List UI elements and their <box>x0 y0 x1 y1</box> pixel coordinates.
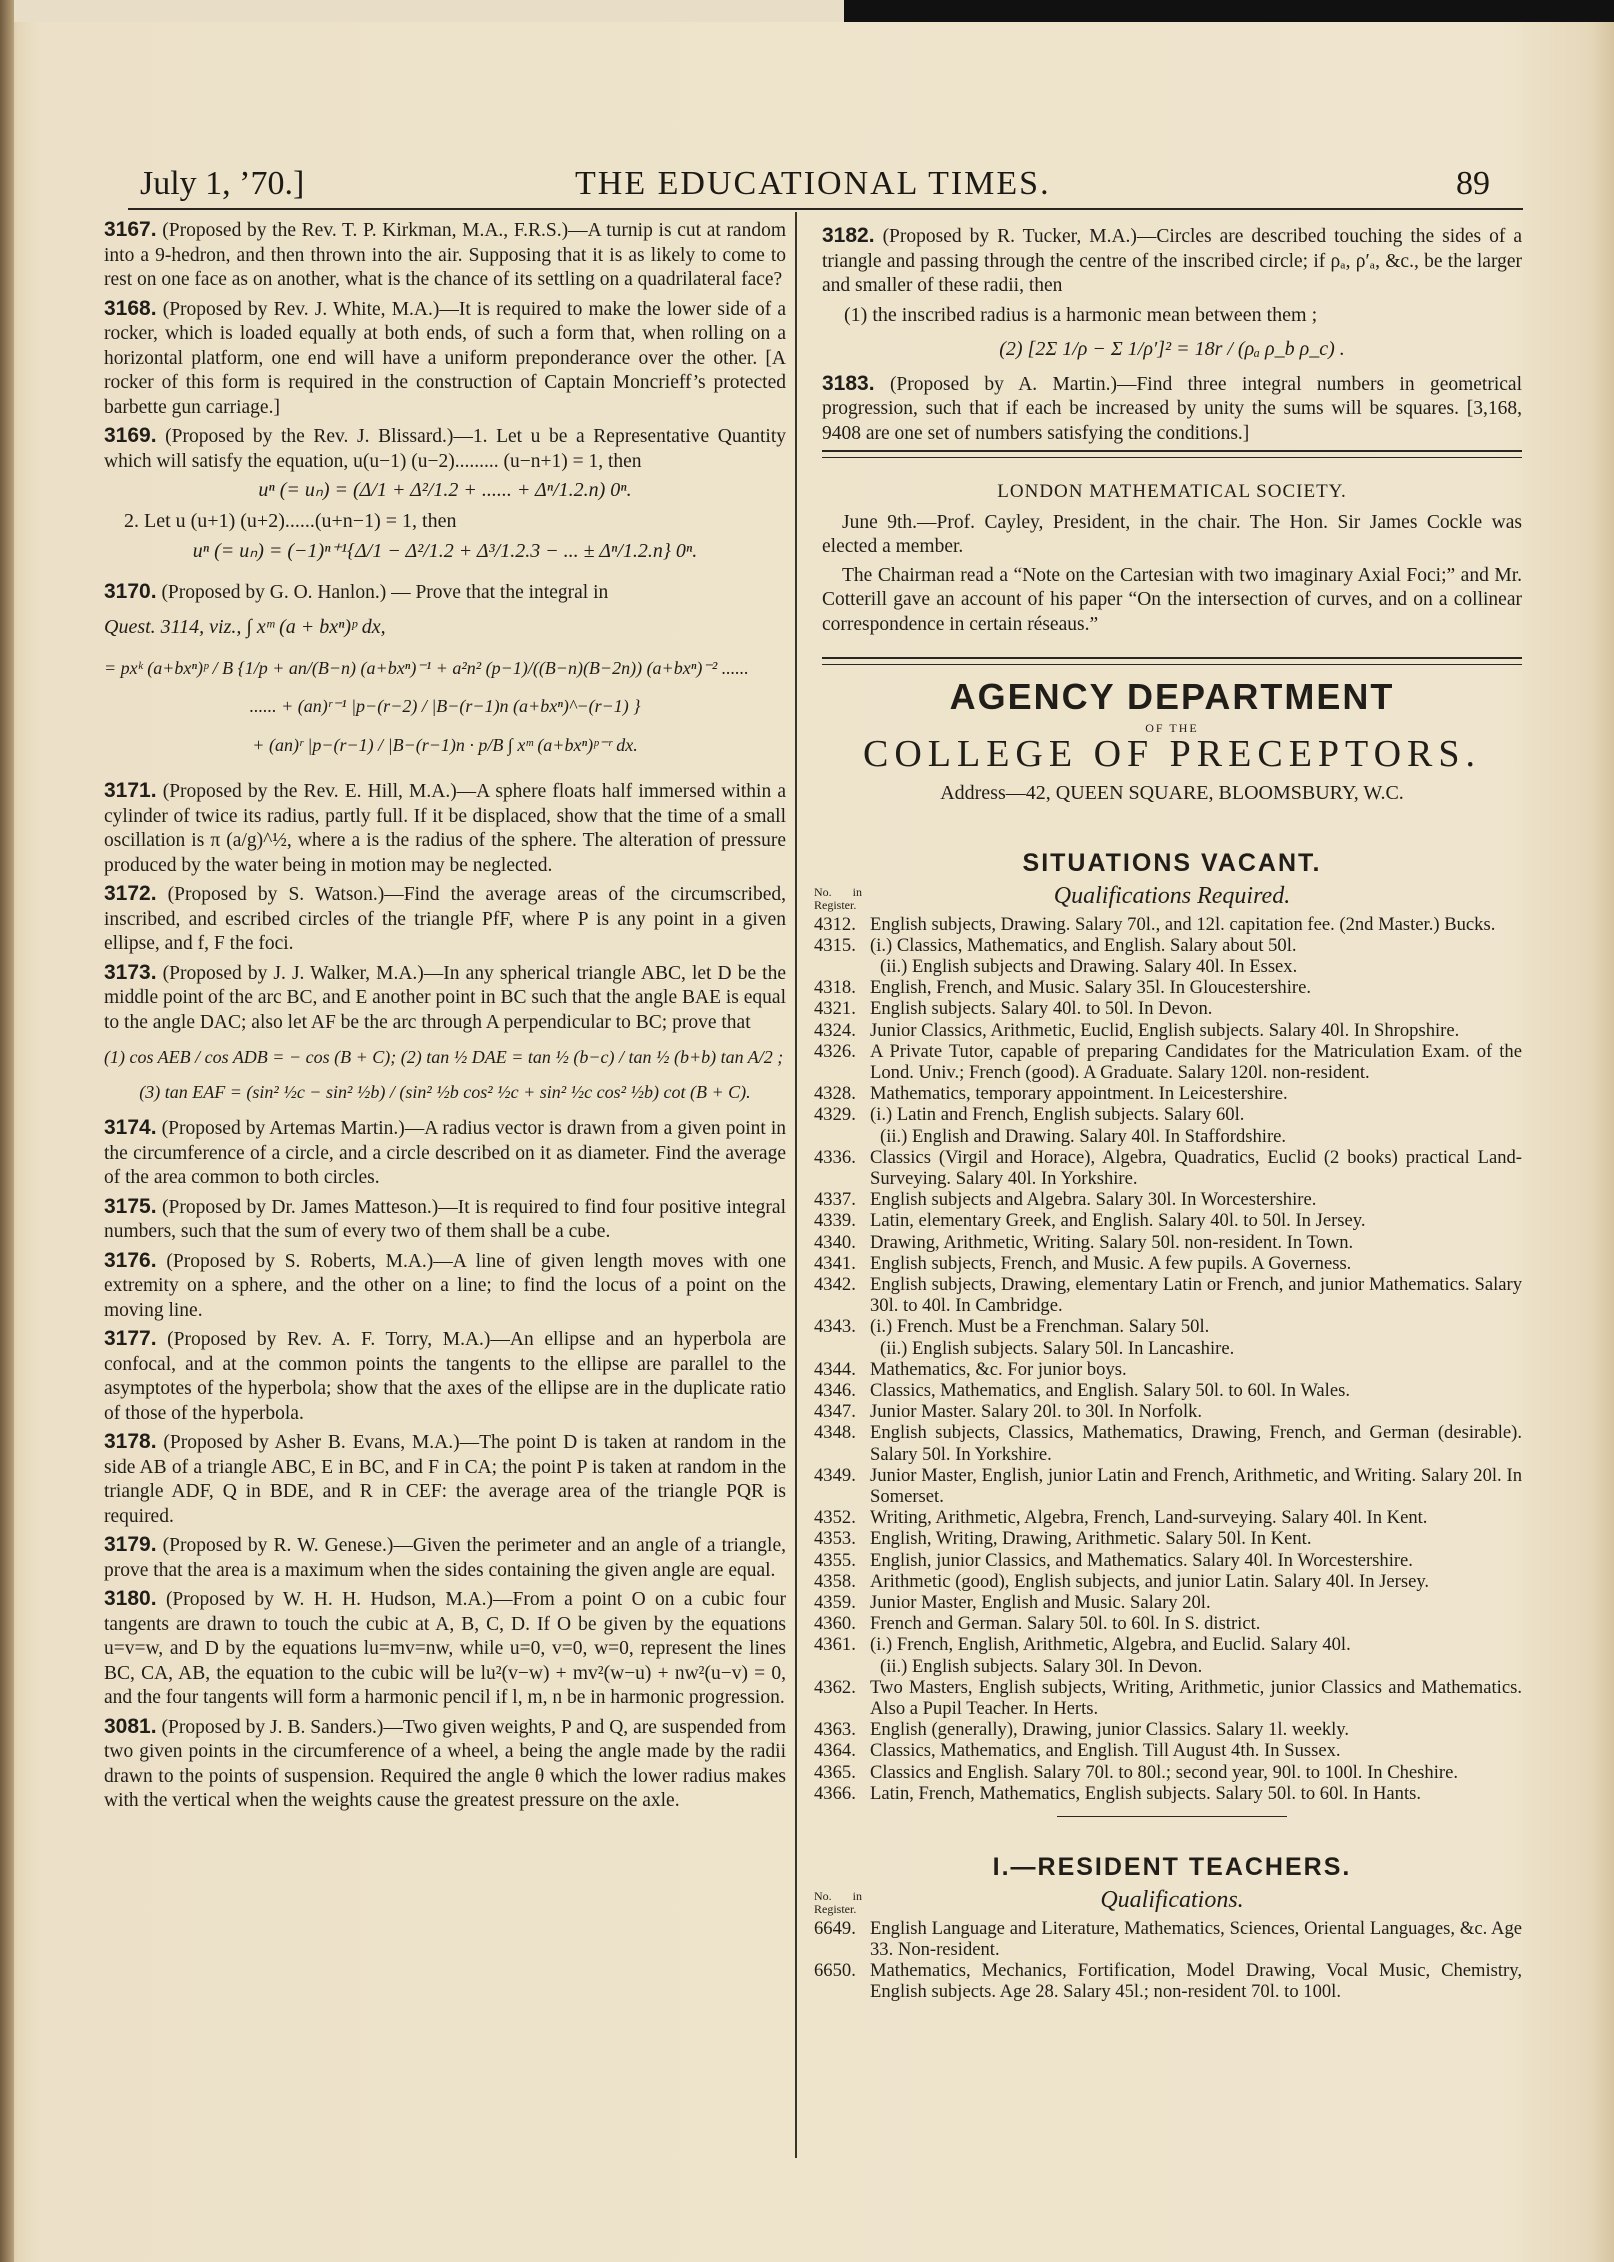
register-text: English subjects, Classics, Mathematics, Drawing, French, and German (desirable). Salary 50l. In Yorkshire. <box>870 1422 1522 1465</box>
register-entry <box>814 1358 1522 1380</box>
scan-dark-strip <box>844 0 1614 22</box>
register-text: Mathematics, Mechanics, Fortification, Model Drawing, Vocal Music, Chemistry, English subjects. Age 28. Salary 45l.; non-resident 70l. to 100l. <box>870 1959 1522 2003</box>
register-text: (ii.) English subjects. Salary 30l. In Devon. <box>880 1655 1203 1677</box>
question-3177: 3177. (Proposed by Rev. A. F. Torry, M.A.)—An ellipse and an hyperbola are confocal, and at the common points the tangents to the ellipse are parallel to the asymptotes of the hyperbola; show that the axes of the ellipse are in the duplicate ratio of those of the hyperbola. <box>104 1327 786 1424</box>
register-entry <box>822 1126 1522 1147</box>
register-number: 4363. <box>814 1719 856 1741</box>
register-number: 4365. <box>814 1761 856 1783</box>
header-rule <box>128 208 1523 210</box>
question-3180: 3180. (Proposed by W. H. H. Hudson, M.A.)—From a point O on a cubic four tangents are drawn to touch the cubic at A, B, C, D. If O be given by the equations u=v=w, and D by the equations lu=mv=nw, while u=0, v=0, w=0, represent the lines BC, CA, AB, the equation to the cubic will be lu²(v−w) + mv²(w−u) + nw²(u−v) = 0, and the four tangents will form a harmonic pencil if l, m, n be in harmonic progression. <box>104 1587 786 1708</box>
register-number: 4329. <box>814 1104 856 1126</box>
register-text: English subjects and Algebra. Salary 30l. In Worcestershire. <box>870 1189 1317 1211</box>
agency-title: AGENCY DEPARTMENT <box>949 676 1395 717</box>
register-number: 4359. <box>814 1592 856 1613</box>
register-number: 4355. <box>814 1549 856 1571</box>
register-number: 4337. <box>814 1189 856 1211</box>
register-text: (ii.) English and Drawing. Salary 40l. In Staffordshire. <box>880 1125 1287 1147</box>
register-number: 4343. <box>814 1316 856 1338</box>
register-entry <box>814 1570 1522 1592</box>
short-rule <box>1057 1816 1287 1817</box>
register-entry <box>814 1634 1522 1656</box>
question-3182: 3182. (Proposed by R. Tucker, M.A.)—Circles are described touching the sides of a triangle and passing through the centre of the inscribed circle; if ρₐ, ρ′ₐ, &c., be the larger and smaller of these radii, then <box>822 224 1523 296</box>
register-text: Arithmetic (good), English subjects, and junior Latin. Salary 40l. In Jersey. <box>870 1570 1430 1592</box>
register-entry <box>814 1040 1522 1083</box>
register-text: Latin, elementary Greek, and English. Salary 40l. to 50l. In Jersey. <box>870 1210 1366 1232</box>
register-text: English, junior Classics, and Mathematics. Salary 40l. In Worcestershire. <box>870 1549 1413 1571</box>
register-entry <box>822 956 1522 977</box>
register-entry <box>822 1338 1522 1359</box>
register-entry <box>814 1528 1522 1550</box>
register-text: English Language and Literature, Mathematics, Sciences, Oriental Languages, &c. Age 33. Non-resident. <box>870 1917 1522 1960</box>
register-entry <box>814 1146 1522 1189</box>
section-rule <box>822 450 1522 458</box>
register-text: (i.) French. Must be a Frenchman. Salary 50l. <box>870 1316 1210 1338</box>
register-entry <box>814 1252 1522 1274</box>
equation-3170-3: + (an)ʳ |p−(r−1) / |B−(r−1)n · p/B ∫ xᵐ (a+bxⁿ)ᵖ⁻ʳ dx. <box>252 734 638 755</box>
register-number: 4328. <box>814 1083 856 1105</box>
question-3081: 3081. (Proposed by J. B. Sanders.)—Two given weights, P and Q, are suspended from two given points in the circumference of a wheel, a being the angle made by the radii drawn to the points of suspension. Required the angle θ which the lower radius makes with the vertical when the weights cause the greatest pressure on the axle. <box>104 1714 787 1811</box>
question-3179: 3179. (Proposed by R. W. Genese.)—Given the perimeter and an angle of a triangle, prove that the area is a maximum when the sides containing the given angle are equal. <box>104 1533 787 1581</box>
page-number: 89 <box>1456 165 1490 202</box>
register-entry <box>814 1104 1522 1126</box>
register-text: Junior Master, English and Music. Salary 20l. <box>870 1592 1211 1613</box>
question-3176: 3176. (Proposed by S. Roberts, M.A.)—A line of given length moves with one extremity on a sphere, and the other on a line; to find the locus of a point on the moving line. <box>104 1248 787 1321</box>
register-number: 4366. <box>814 1782 856 1804</box>
text-3182-line1: (1) the inscribed radius is a harmonic mean between them ; <box>844 303 1318 326</box>
register-entry <box>814 1019 1522 1041</box>
register-entry <box>814 1189 1522 1211</box>
qualifications-required-label: Qualifications Required. <box>1053 882 1291 909</box>
register-entry <box>814 1740 1522 1762</box>
equation-3170-2: ...... + (an)ʳ⁻¹ |p−(r−2) / |B−(r−1)n (a+bxⁿ)^−(r−1) } <box>249 696 641 716</box>
register-number: 4347. <box>814 1401 856 1423</box>
register-number: 4312. <box>814 913 856 935</box>
page-header <box>140 165 1490 205</box>
register-entry <box>814 1464 1522 1507</box>
register-text: English (generally), Drawing, junior Classics. Salary 1l. weekly. <box>870 1719 1350 1741</box>
register-text: English, Writing, Drawing, Arithmetic. Salary 50l. In Kent. <box>870 1528 1312 1550</box>
question-3170: 3170. (Proposed by G. O. Hanlon.) — Prove that the integral in <box>104 579 609 603</box>
register-entry <box>814 1210 1522 1232</box>
register-number: 4362. <box>814 1676 856 1698</box>
register-text: Classics and English. Salary 70l. to 80l.; second year, 90l. to 100l. In Cheshire. <box>870 1761 1458 1783</box>
register-entry <box>814 1231 1522 1253</box>
register-entry <box>814 1273 1522 1317</box>
register-number: 4349. <box>814 1464 856 1486</box>
register-text: A Private Tutor, capable of preparing Candidates for the Matriculation Exam. of the Lond. Univ.; French (good). A Graduate. Salary 120l. non-resident. <box>870 1040 1522 1083</box>
register-entry <box>814 1782 1522 1804</box>
book-spine <box>0 0 14 2262</box>
register-number: 4353. <box>814 1528 856 1550</box>
register-entry <box>814 1507 1522 1529</box>
resident-subheader <box>814 1886 1522 1918</box>
register-text: Mathematics, &c. For junior boys. <box>870 1358 1127 1380</box>
register-number: 4318. <box>814 977 856 999</box>
register-text: Two Masters, English subjects, Writing, Arithmetic, junior Classics and Mathematics. Also a Pupil Teacher. In Herts. <box>870 1676 1522 1720</box>
register-number: 4339. <box>814 1210 856 1232</box>
section-rule-2 <box>822 657 1522 665</box>
register-number: 4336. <box>814 1146 856 1168</box>
register-text: Classics, Mathematics, and English. Till August 4th. In Sussex. <box>870 1740 1341 1762</box>
register-text: Drawing, Arithmetic, Writing. Salary 50l. non-resident. In Town. <box>870 1231 1354 1253</box>
register-entry <box>814 998 1522 1020</box>
register-number: 4361. <box>814 1634 856 1656</box>
situations-list <box>814 913 1522 1805</box>
register-text: Mathematics, temporary appointment. In Leicestershire. <box>870 1083 1288 1105</box>
equation-3169-2: uⁿ (= uₙ) = (−1)ⁿ⁺¹{Δ/1 − Δ²/1.2 + Δ³/1.2.3 − ... ± Δⁿ/1.2.n} 0ⁿ. <box>192 540 698 562</box>
register-text: English subjects, Drawing, elementary Latin or French, and junior Mathematics. Salary 30l. to 40l. In Cambridge. <box>870 1273 1522 1317</box>
register-text: Classics (Virgil and Horace), Algebra, Quadratics, Euclid (2 books) practical Land-Surveying. Salary 40l. In Yorkshire. <box>870 1146 1522 1189</box>
issue-date: July 1, ’70.] <box>140 165 305 202</box>
equation-3169-1: uⁿ (= uₙ) = (Δ/1 + Δ²/1.2 + ...... + Δⁿ/1.2.n) 0ⁿ. <box>258 479 632 501</box>
register-number: 4340. <box>814 1231 856 1253</box>
question-3175: 3175. (Proposed by Dr. James Matteson.)—It is required to find four positive integral numbers, such that the sum of every two of them shall be a cube. <box>104 1194 786 1242</box>
society-heading: LONDON MATHEMATICAL SOCIETY. <box>997 481 1347 502</box>
register-entry <box>814 1401 1522 1423</box>
right-column <box>814 224 1523 2003</box>
college-title: COLLEGE OF PRECEPTORS. <box>863 733 1481 775</box>
register-entry <box>814 1613 1522 1635</box>
register-number: 4321. <box>814 998 856 1020</box>
register-text: Writing, Arithmetic, Algebra, French, Land-surveying. Salary 40l. In Kent. <box>870 1507 1428 1529</box>
register-entry <box>814 1379 1522 1401</box>
left-column <box>104 218 786 1818</box>
register-entry <box>814 1959 1522 2003</box>
register-text: (ii.) English subjects. Salary 50l. In Lancashire. <box>880 1337 1235 1359</box>
register-number: 4324. <box>814 1019 856 1041</box>
register-text: Junior Master, English, junior Latin and French, Arithmetic, and Writing. Salary 20l. In Somerset. <box>870 1464 1522 1507</box>
register-number: 4315. <box>814 934 856 956</box>
situations-heading: SITUATIONS VACANT. <box>1022 849 1322 877</box>
register-text: (ii.) English subjects and Drawing. Salary 40l. In Essex. <box>880 955 1298 977</box>
register-number: 4344. <box>814 1358 856 1380</box>
society-para-2: The Chairman read a “Note on the Cartesian with two imaginary Axial Foci;” and Mr. Cotterill gave an account of his paper “On the intersection of curves, and on a collinear correspondence in certain réseaus.” <box>822 564 1522 635</box>
question-3167: 3167. (Proposed by the Rev. T. P. Kirkman, M.A., F.R.S.)—A turnip is cut at random into a 9-hedron, and then thrown into the air. Supposing that it is as likely to come to rest on one face as on another, what is the chance of its settling on a quadrilateral face? <box>104 218 787 290</box>
register-text: Latin, French, Mathematics, English subjects. Salary 50l. to 60l. In Hants. <box>870 1782 1422 1804</box>
register-entry <box>814 913 1522 935</box>
question-3172: 3172. (Proposed by S. Watson.)—Find the average areas of the circumscribed, inscribed, and escribed circles of the triangle PfF, where P is any point in a given ellipse, and f, F the foci. <box>104 882 786 954</box>
register-entry <box>814 1422 1522 1465</box>
question-3173: 3173. (Proposed by J. J. Walker, M.A.)—In any spherical triangle ABC, let D be the middle point of the arc BC, and E another point in BC such that the angle BAE is equal to the angle DAC; also let AF be the arc through A perpendicular to BC; prove that <box>104 960 787 1033</box>
society-para-1: June 9th.—Prof. Cayley, President, in the chair. The Hon. Sir James Cockle was elected a member. <box>822 511 1522 557</box>
question-3171: 3171. (Proposed by the Rev. E. Hill, M.A.)—A sphere floats half immersed within a cylinder of twice its radius, partly full. If it be displaced, show that the time of a small oscillation is π (a/g)^½, where a is the radius of the sphere. The alteration of pressure produced by the water being in motion may be neglected. <box>104 779 786 876</box>
register-number: 4358. <box>814 1570 856 1592</box>
register-text: English, French, and Music. Salary 35l. In Gloucestershire. <box>870 977 1311 999</box>
register-entry <box>814 977 1522 999</box>
register-number: 4342. <box>814 1273 856 1295</box>
register-entry <box>814 1083 1522 1105</box>
text-3169-part2: 2. Let u (u+1) (u+2)......(u+n−1) = 1, then <box>124 509 457 532</box>
resident-list <box>814 1917 1522 2003</box>
register-text: English subjects, French, and Music. A few pupils. A Governess. <box>870 1252 1352 1274</box>
register-entry <box>814 934 1522 956</box>
question-3168: 3168. (Proposed by Rev. J. White, M.A.)—It is required to make the lower side of a rocker, which is loaded equally at both ends, of such a form that, when rolling on a horizontal platform, one end will have a uniform preponderance over the other. [A rocker of this form is required in the construction of Captain Moncrieff’s protected barbette gun carriage.] <box>104 296 787 418</box>
register-text: French and German. Salary 50l. to 60l. In S. district. <box>870 1613 1261 1635</box>
no-in-register-label-2: No. in Register. <box>814 1888 862 1916</box>
publication-title: THE EDUCATIONAL TIMES. <box>575 165 1051 202</box>
qualifications-label: Qualifications. <box>1100 1886 1244 1913</box>
equation-3173-2: (3) tan EAF = (sin² ½c − sin² ½b) / (sin² ½b cos² ½c + sin² ½c cos² ½b) cot (B + C). <box>139 1081 751 1102</box>
register-entry <box>814 1549 1522 1571</box>
register-number: 6649. <box>814 1917 856 1939</box>
register-number: 4346. <box>814 1379 856 1401</box>
register-number: 6650. <box>814 1959 856 1981</box>
register-text: (i.) Classics, Mathematics, and English. Salary about 50l. <box>870 934 1297 956</box>
no-in-register-label: No. in Register. <box>814 884 862 912</box>
register-entry <box>814 1592 1522 1613</box>
register-number: 4352. <box>814 1507 856 1529</box>
equation-3170-1: = pxᵏ (a+bxⁿ)ᵖ / B {1/p + an/(B−n) (a+bxⁿ)⁻¹ + a²n² (p−1)/((B−n)(B−2n)) (a+bxⁿ)⁻² ...... <box>104 657 749 678</box>
equation-3182-2: (2) [2Σ 1/ρ − Σ 1/ρ′]² = 18r / (ρₐ ρ_b ρ_c) . <box>999 338 1345 360</box>
equation-3173-1: (1) cos AEB / cos ADB = − cos (B + C); (2) tan ½ DAE = tan ½ (b−c) / tan ½ (b+b) tan A/2 ; <box>104 1047 784 1067</box>
agency-of-the: OF THE <box>1145 720 1199 735</box>
agency-address: Address—42, QUEEN SQUARE, BLOOMSBURY, W.C. <box>940 781 1404 804</box>
register-text: (i.) Latin and French, English subjects. Salary 60l. <box>870 1104 1245 1126</box>
register-entry <box>822 1656 1522 1677</box>
question-3174: 3174. (Proposed by Artemas Martin.)—A radius vector is drawn from a given point in the circumference of a circle, and a circle described on it as diameter. Find the average of the area common to both circles. <box>104 1116 787 1188</box>
register-number: 4360. <box>814 1613 856 1635</box>
register-text: English subjects. Salary 40l. to 50l. In Devon. <box>870 998 1213 1020</box>
register-number: 4341. <box>814 1252 856 1274</box>
register-text: English subjects, Drawing. Salary 70l., and 12l. capitation fee. (2nd Master.) Bucks. <box>870 913 1496 935</box>
scan-top-edge <box>0 0 1614 22</box>
column-divider <box>795 212 797 2158</box>
question-3178: 3178. (Proposed by Asher B. Evans, M.A.)—The point D is taken at random in the side AB of a triangle ABC, E in BC, and F in CA; the point P is taken at random in the triangle ADF, Q in BDE, and R in CEF: the average area of the triangle PQR is required. <box>104 1430 787 1527</box>
register-number: 4364. <box>814 1740 856 1762</box>
register-entry <box>814 1761 1522 1783</box>
situations-subheader <box>814 882 1522 914</box>
register-entry <box>814 1719 1522 1741</box>
register-entry <box>814 1316 1522 1338</box>
register-text: (i.) French, English, Arithmetic, Algebra, and Euclid. Salary 40l. <box>870 1634 1351 1656</box>
register-entry <box>814 1917 1522 1960</box>
question-3183: 3183. (Proposed by A. Martin.)—Find three integral numbers in geometrical progression, such that if each be increased by unity the sums will be squares. [3,168, 9408 are one set of numbers satisfying the conditions.] <box>822 371 1522 444</box>
resident-heading: I.—RESIDENT TEACHERS. <box>992 1853 1352 1882</box>
register-text: Junior Master. Salary 20l. to 30l. In Norfolk. <box>870 1401 1203 1423</box>
register-text: Classics, Mathematics, and English. Salary 50l. to 60l. In Wales. <box>870 1379 1350 1401</box>
register-text: Junior Classics, Arithmetic, Euclid, English subjects. Salary 40l. In Shropshire. <box>870 1019 1460 1041</box>
register-entry <box>814 1676 1522 1720</box>
register-number: 4326. <box>814 1040 856 1062</box>
text-3170-line2: Quest. 3114, viz., ∫ xᵐ (a + bxⁿ)ᵖ dx, <box>104 616 386 638</box>
register-number: 4348. <box>814 1422 856 1444</box>
question-3169: 3169. (Proposed by the Rev. J. Blissard.)—1. Let u be a Representative Quantity which will satisfy the equation, u(u−1) (u−2)......... (u−n+1) = 1, then <box>104 424 786 472</box>
